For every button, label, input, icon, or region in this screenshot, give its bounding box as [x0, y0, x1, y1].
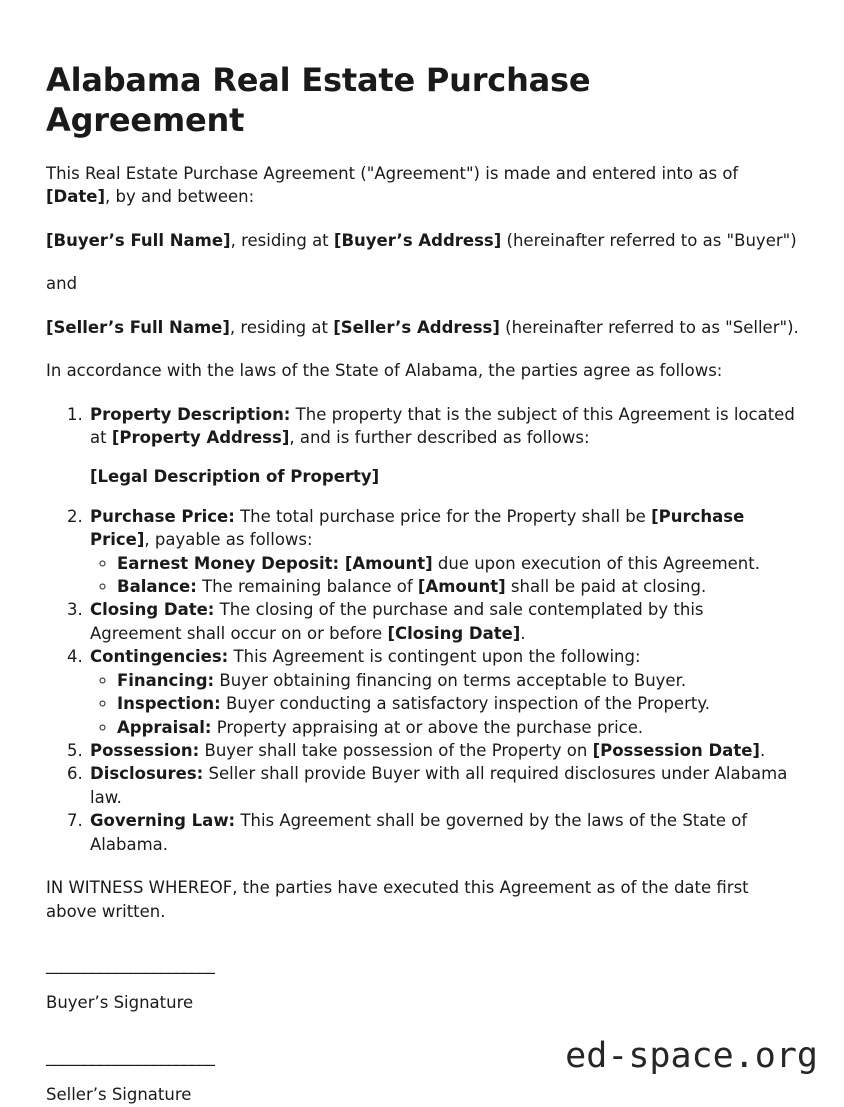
sub-heading-appraisal: Appraisal:: [117, 717, 212, 737]
clause-item-property-description: [88, 403, 800, 489]
clause-text-closing-a: The closing of the purchase and sale contemplated by this Agreement shall occur on or before: [90, 600, 704, 643]
clause-item-purchase-price: [88, 505, 800, 599]
seller-paragraph: [46, 316, 800, 339]
accordance-paragraph: In accordance with the laws of the State of Alabama, the parties agree as follows:: [46, 361, 723, 381]
clause-heading-governing-law: Governing Law:: [90, 811, 236, 831]
clause-text-disclosures: Seller shall provide Buyer with all required disclosures under Alabama law.: [90, 764, 788, 807]
clause-heading-closing-date: Closing Date:: [90, 600, 215, 620]
placeholder-date: [Date]: [46, 187, 105, 207]
seller-reference-text: (hereinafter referred to as "Seller").: [499, 317, 799, 337]
buyer-residing-text: , residing at: [230, 230, 334, 250]
sub-heading-balance: Balance:: [117, 577, 197, 597]
clause-item-contingencies: [88, 645, 800, 739]
witness-paragraph: IN WITNESS WHEREOF, the parties have executed this Agreement as of the date first above written.: [46, 878, 749, 921]
buyer-paragraph: [46, 229, 800, 252]
sub-text-earnest-money: due upon execution of this Agreement.: [432, 553, 760, 573]
sub-heading-inspection: Inspection:: [117, 694, 221, 714]
buyer-signature-label: Buyer’s Signature: [46, 993, 194, 1013]
sub-heading-earnest-money: Earnest Money Deposit: [Amount]: [117, 553, 433, 573]
placeholder-closing-date: [Closing Date]: [387, 623, 521, 643]
clause-text-possession-a: Buyer shall take possession of the Property on: [199, 741, 593, 761]
and-connector: and: [46, 274, 78, 294]
clause-heading-disclosures: Disclosures:: [90, 764, 204, 784]
clause-text-price-a: The total purchase price for the Property shall be: [234, 506, 652, 526]
sub-heading-financing: Financing:: [117, 670, 215, 690]
intro-paragraph-date: [46, 162, 800, 209]
clause-heading-contingencies: Contingencies:: [90, 647, 229, 667]
clause-item-disclosures: [88, 762, 800, 809]
sub-item-appraisal: [117, 716, 800, 739]
placeholder-balance-amount: [Amount]: [417, 577, 506, 597]
placeholder-possession-date: [Possession Date]: [592, 741, 760, 761]
seller-signature-line: ______________________: [46, 1046, 215, 1066]
clause-heading-property-description: Property Description:: [90, 404, 291, 424]
intro-text-after-date: , by and between:: [105, 187, 255, 207]
seller-residing-text: , residing at: [229, 317, 334, 337]
buyer-signature-line: ______________________: [46, 954, 215, 974]
placeholder-seller-name: [Seller’s Full Name]: [46, 317, 230, 337]
sub-item-financing: [117, 669, 800, 692]
page-title: Alabama Real Estate Purchase Agreement: [46, 61, 591, 139]
sub-text-balance-c: shall be paid at closing.: [505, 577, 707, 597]
purchase-price-sublist: [90, 552, 800, 599]
sub-text-inspection: Buyer conducting a satisfactory inspection of the Property.: [220, 694, 710, 714]
clause-heading-possession: Possession:: [90, 741, 200, 761]
placeholder-buyer-name: [Buyer’s Full Name]: [46, 230, 231, 250]
sub-item-inspection: [117, 692, 800, 715]
sub-item-balance: [117, 575, 800, 598]
clauses-list: [46, 403, 800, 857]
clause-text-price-c: , payable as follows:: [144, 530, 313, 550]
placeholder-buyer-address: [Buyer’s Address]: [333, 230, 502, 250]
intro-text-before-date: This Real Estate Purchase Agreement ("Agreement") is made and entered into as of: [46, 164, 739, 183]
sub-item-earnest-money: [117, 552, 800, 575]
buyer-reference-text: (hereinafter referred to as "Buyer"): [501, 230, 797, 250]
sub-text-appraisal: Property appraising at or above the purchase price.: [211, 717, 644, 737]
clause-item-closing-date: [88, 598, 800, 645]
contingencies-sublist: [90, 669, 800, 739]
clause-item-governing-law: [88, 809, 800, 856]
clause-text-property-c: , and is further described as follows:: [289, 427, 590, 447]
clause-item-possession: [88, 739, 800, 762]
placeholder-seller-address: [Seller’s Address]: [333, 317, 500, 337]
clause-text-contingencies: This Agreement is contingent upon the following:: [228, 647, 641, 667]
clause-text-property-a: The property that is the subject of this Agreement is located at: [90, 404, 795, 447]
sub-text-financing: Buyer obtaining financing on terms acceptable to Buyer.: [214, 670, 687, 690]
placeholder-purchase-price: [Purchase Price]: [90, 506, 745, 550]
clause-text-governing-law: This Agreement shall be governed by the laws of the State of Alabama.: [90, 811, 748, 854]
site-watermark: ed-space.org: [565, 1036, 818, 1076]
placeholder-legal-description: [Legal Description of Property]: [90, 467, 380, 487]
seller-signature-label: Seller’s Signature: [46, 1085, 192, 1105]
clause-text-closing-c: .: [520, 623, 526, 643]
clause-text-possession-c: .: [759, 741, 766, 761]
clause-heading-purchase-price: Purchase Price:: [90, 506, 235, 526]
placeholder-property-address: [Property Address]: [111, 427, 290, 447]
sub-text-balance-a: The remaining balance of: [196, 577, 418, 597]
